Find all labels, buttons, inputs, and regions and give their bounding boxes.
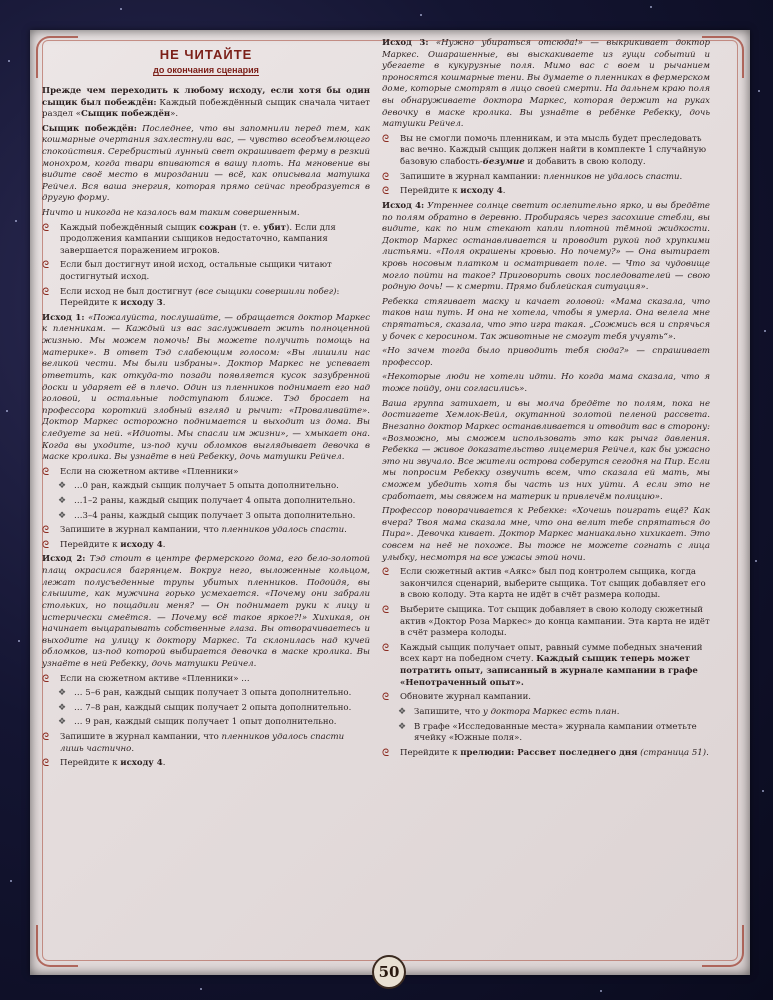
list-item: ᘓ Если сюжетный актив «Аякс» был под контролем сыщика, когда закончился сценарий, выберите сыщика. Тот сыщик добавляет его в свою колоду. Эта карта не идёт в счёт размера колоды. [382,567,706,601]
elder-sign-icon: ᘓ [42,731,50,743]
diamond-bullet-icon: ❖ [58,496,67,507]
left-column [42,40,370,773]
sub-list-item: ❖ … 9 ран, каждый сыщик получает 1 опыт дополнительно. [58,717,337,728]
sub-list-item: ❖ …0 ран, каждый сыщик получает 5 опыта дополнительно. [58,481,339,492]
list-item: ᘓ Если на сюжетном активе «Пленники» … [42,673,250,685]
elder-sign-icon: ᘓ [382,133,390,145]
list-item: ᘓ Выберите сыщика. Тот сыщик добавляет в свою колоду сюжетный актив «Доктор Роза Маркес» до конца кампании. Эта карта не идёт в счёт размера колоды. [382,605,710,639]
list-item: ᘓ Перейдите к прелюдии: Рассвет последнего дня (страница 51). [382,747,709,759]
elder-sign-icon: ᘓ [382,186,390,198]
elder-sign-icon: ᘓ [382,747,390,759]
diamond-bullet-icon: ❖ [398,721,407,732]
list-item: ᘓ Обновите журнал кампании. [382,692,531,704]
sub-list-item: ❖ … 7–8 ран, каждый сыщик получает 2 опыта дополнительно. [58,702,352,713]
resolution-4-paragraph: «Но зачем тогда было приводить тебя сюда?» — спрашивает профессор. [382,346,710,368]
elder-sign-icon: ᘓ [42,673,50,685]
page-number: 50 [372,955,406,989]
elder-sign-icon: ᘓ [382,171,390,183]
diamond-bullet-icon: ❖ [58,510,67,521]
elder-sign-icon: ᘓ [382,567,390,579]
list-item: ᘓ Если был достигнут иной исход, остальные сыщики читают достигнутый исход. [42,260,332,283]
diamond-bullet-icon: ❖ [58,702,67,713]
list-item: ᘓ Перейдите к исходу 4. [42,758,166,770]
diamond-bullet-icon: ❖ [58,688,67,699]
right-column [382,38,710,762]
elder-sign-icon: ᘓ [382,642,390,654]
list-item: ᘓ Запишите в журнал кампании, что пленников удалось спасти лишь частично. [42,731,345,754]
resolution-2: Исход 2: Тэд стоит в центре фермерского дома, его бело-золотой плащ окрасился багрянцем. Вокруг него, выложенные кольцом, лежат полусъеденные трупы убитых пленников. Подойдя, вы слышите, как мужчина горько усмехается. «Почему они забрали стольких, но пощадили меня? — Он поднимает руки к лицу и истерически смеётся. — Почему всё такое яркое?!» Хихикая, он начинает выцарапывать собственные глаза. Вы отворачиваетесь и выходите на улицу к доктору Маркес. Та склонилась над кучей обломков, из-под которой выбирается девочка в маске кролика. Вы узнаёте в ней Ребекку, дочь матушки Рейчел. [42,554,370,669]
elder-sign-icon: ᘓ [42,466,50,478]
list-item: ᘓ Каждый побеждённый сыщик сожран (т. е. убит). Если для продолжения кампании сыщиков недостаточно, кампания завершается поражением игроков. [42,222,336,256]
page-title: НЕ ЧИТАЙТЕ [159,47,253,62]
elder-sign-icon: ᘓ [382,605,390,617]
list-item: ᘓ Перейдите к исходу 4. [42,539,166,551]
sub-list-item: ❖ …3–4 раны, каждый сыщик получает 3 опыта дополнительно. [58,510,356,521]
list-item: ᘓ Запишите в журнал кампании, что пленников удалось спасти. [42,525,347,537]
resolution-3: Исход 3: «Нужно убираться отсюда!» — выкрикивает доктор Маркес. Ошарашенные, вы выскакиваете из гущи событий и убегаете в кукурузные поля. Мимо вас с воем и рычанием проносятся кошмарные тени. Вы думаете о пленниках в фермерском доме, которые смотрят в лицо своей смерти. На дальнем краю поля вы обнаруживаете доктора Маркес, которая держит на руках девочку в маске кролика. Вы узнаёте в ребёнке Ребекку, дочь матушки Рейчел. [382,38,710,130]
sub-list-item: ❖ …1–2 раны, каждый сыщик получает 4 опыта дополнительно. [58,496,356,507]
resolution-4-paragraph: Ваша группа затихает, и вы молча бредёте по полям, пока не достигаете Хемлок-Вейл, окутанной золотой пеленой рассвета. Внезапно доктор Маркес останавливается и отводит вас в сторону: «Возможно, мы сможем использовать это как рычаг давления. Ребекка — живое доказательство лицемерия Рейчел, как бы ужасно это ни звучало. Все жители острова соберутся сегодня на Пир. Если мы попросим Ребекку озвучить всем, что сказала ей мать, мы сможем убедить хотя бы часть из них уйти. А если это не сработает, мы свяжем на материк и привлечём полицию». [382,398,710,502]
resolution-4: Исход 4: Утреннее солнце светит ослепительно ярко, и вы бредёте по полям обратно в деревню. Пробираясь через засохшие стебли, вы видите, как по ним стекают капли плотной тёмной жидкости. Доктор Маркес останавливается и проводит рукой под хрупкими листьями. «Поля окрашены кровью. Но почему?» — Она вытирает кровь носовым платком и осматривает поле. — Что за чудовище могло пойти на такое? Приговорить своих последователей — свою родную дочь! — к смерти. Прямо библейская ситуация». [382,200,710,293]
page-subtitle: до окончания сценария [153,64,259,75]
elder-sign-icon: ᘓ [42,758,50,770]
elder-sign-icon: ᘓ [42,222,50,234]
diamond-bullet-icon: ❖ [58,481,67,492]
defeated-paragraph: Сыщик побеждён: Последнее, что вы запомнили перед тем, как кошмарные очертания захлестнули вас, — чувство всеобъемлющего спокойствия. Серебристый лунный свет окрашивает ферму в резкий монохром, когда твари впиваются в вашу плоть. На мгновение вы видите своё место в мироздании — всё, как описывала матушка Рейчел. Вся ваша энергия, которая прямо сейчас преобразуется в другую форму. [42,123,370,204]
intro-paragraph: Прежде чем переходить к любому исходу, если хотя бы один сыщик был побеждён: Каждый побеждённый сыщик сначала читает раздел «Сыщик побеждён». [42,85,370,120]
elder-sign-icon: ᘓ [42,539,50,551]
resolution-1: Исход 1: «Пожалуйста, послушайте, — обращается доктор Маркес к пленникам. — Каждый из вас заслуживает жить полноценной жизнью. Мы можем помочь! Вы можете получить помощь на материке». В ответ Тэд слабеющим голосом: «Вы лишили нас великой чести. Мы были избраны». Доктор Маркес не успевает ответить, как откуда-то позади появляется кусок зазубренной доски и ударяет её в плечо. Один из пленников поднимает его над головой, и остальные подступают ближе. Тэд бросает на профессора короткий злобный взгляд и рычит: «Проваливайте». Доктор Маркес осторожно поднимается и выходит из дома. Вы следуете за ней. «Идиоты. Мы спасли им жизни», — хмыкает она. Когда вы уходите, из-под кучи обломков выглядывает девочка в маске кролика. Вы узнаёте в ней Ребекку, дочь матушки Рейчел. [42,312,370,463]
corner-flourish-icon [702,925,744,967]
list-item: ᘓ Запишите в журнал кампании: пленников не удалось спасти. [382,171,683,183]
list-item: ᘓ Вы не смогли помочь пленникам, и эта мысль будет преследовать вас вечно. Каждый сыщик должен найти в комплекте 1 случайную базовую слабость-безумие и добавить в свою колоду. [382,133,707,168]
corner-flourish-icon [36,925,78,967]
resolution-4-paragraph: Ребекка стягивает маску и качает головой: «Мама сказала, что таков наш путь. И она не хотела, чтобы я умерла. Она велела мне спрятаться, сказала, что это игра такая. „Сожмись вся и спрячься у бочек с керосином. Так животные не смогут тебя учуять“». [382,296,710,342]
elder-sign-icon: ᘓ [42,286,50,298]
list-item: ᘓ Если исход не был достигнут (все сыщики совершили побег): Перейдите к исходу 3. [42,286,340,309]
resolution-4-paragraph: Профессор поворачивается к Ребекке: «Хочешь поиграть ещё? Как вчера? Твоя мама сказала мне, что она велит тебе спрятаться до Пира». Девочка кивает. Доктор Маркес маниакально хихикает. Это совсем на неё не похоже. Вы тоже не можете согнать с лица улыбку, несмотря на все ужасы этой ночи. [382,506,710,563]
sub-list-item: ❖ … 5–6 ран, каждый сыщик получает 3 опыта дополнительно. [58,688,352,699]
elder-sign-icon: ᘓ [382,692,390,704]
diamond-bullet-icon: ❖ [398,706,407,717]
list-item: ᘓ Перейдите к исходу 4. [382,186,506,198]
elder-sign-icon: ᘓ [42,260,50,272]
resolution-4-paragraph: «Некоторые люди не хотели идти. Но когда мама сказала, что я тоже пойду, они согласились». [382,372,710,395]
sub-list-item: ❖ Запишите, что у доктора Маркес есть план. [398,706,620,717]
diamond-bullet-icon: ❖ [58,717,67,728]
sub-list-item: ❖ В графе «Исследованные места» журнала кампании отметьте ячейку «Южные поля». [398,721,697,744]
defeated-tail: Ничто и никогда не казалось вам таким совершенным. [42,208,300,218]
elder-sign-icon: ᘓ [42,525,50,537]
list-item: ᘓ Если на сюжетном активе «Пленники» [42,466,239,478]
list-item: ᘓ Каждый сыщик получает опыт, равный сумме победных значений всех карт на победном счету. Каждый сыщик теперь может потратить опыт, записанный в журнале кампании в графе «Непотраченный опыт». [382,642,703,688]
